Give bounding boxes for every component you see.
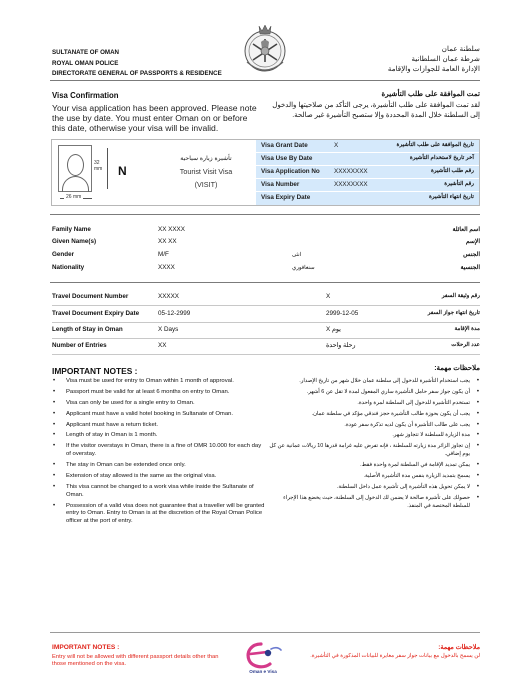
visa-field-grant-date <box>256 140 479 153</box>
note-text: This visa cannot be changed to a work visa while inside the Sultanate of Oman. <box>66 483 254 498</box>
header-line-3: DIRECTORATE GENERAL OF PASSPORTS & RESIDENCE <box>52 70 222 77</box>
visa-field-label-ar: رقم طلب التأشيرة <box>430 168 474 174</box>
personal-label-ar: الإسم <box>465 239 480 245</box>
header-ar-line-3: الإدارة العامة للجوازات والإقامة <box>387 63 480 73</box>
note-item-ar: • يجب استخدام التأشيرة للدخول إلى سلطنة عمان خلال شهر من تاريخ الإصدار. <box>299 378 479 384</box>
travel-row-length-of-stay <box>52 325 480 339</box>
visa-field-label: Visa Use By Date <box>261 155 313 162</box>
note-item: • Visa must be used for entry to Oman within 1 month of approval. <box>53 378 234 384</box>
personal-label: Nationality <box>52 264 85 271</box>
photo-head-outline-icon <box>67 154 84 176</box>
header-line-2: ROYAL OMAN POLICE <box>52 59 119 67</box>
visa-confirmation-message-ar: لقد تمت الموافقة على طلب التأشيرة، يرجى التأكد من صلاحيتها والدخول إلى السلطنة خلال المدة المحددة وإلا ستصبح التأشيرة غير صالحة. <box>272 102 480 119</box>
visa-field-use-by-date <box>256 153 479 166</box>
personal-label: Family Name <box>52 226 91 233</box>
note-item: • Length of stay in Oman is 1 month. <box>53 432 158 439</box>
note-text: Passport must be valid for at least 6 months on entry to Oman. <box>66 388 230 395</box>
visa-confirmation-title: Visa Confirmation <box>52 91 119 100</box>
visa-field-label-ar: تاريخ انتهاء التأشيرة <box>429 194 474 200</box>
note-text-ar: لا يمكن تحويل هذه التأشيرة إلى تأشيرة عمل داخل السلطنة. <box>336 483 470 490</box>
visa-type-name: Tourist Visit Visa <box>179 167 233 176</box>
header-ar-line-2: شرطة عمان السلطانية <box>411 53 480 63</box>
note-text-ar: مدة الزيارة للسلطنة لا تتجاوز شهر. <box>392 432 470 439</box>
notes-list-ar <box>265 378 480 513</box>
travel-value-secondary: X يوم <box>326 326 341 333</box>
note-item-ar: • إن تجاوز الزائر مدة زيارته للسلطنة ، فإنه تفرض عليه غرامة قدرها 10 ريالات عمانية عن كل يوم إضافي. <box>269 443 479 458</box>
personal-row-given-names <box>52 238 480 250</box>
note-text-ar: أن يكون جواز سفر حامل التأشيرة ساري المفعول لمدة لا تقل عن 6 أشهر. <box>306 388 470 395</box>
visa-field-label: Visa Application No <box>261 168 320 175</box>
visa-field-label: Visa Grant Date <box>261 142 308 149</box>
personal-value-ar: سنغافوري <box>292 265 315 271</box>
note-text-ar: حصولك على تأشيرة صالحة لا يضمن لك الدخول إلى السلطنة، حيث يخضع هذا الإجراء للسلطة المختصة في المنفذ. <box>283 494 470 509</box>
note-item: • Applicant must have a return ticket. <box>53 421 159 428</box>
note-item: • This visa cannot be changed to a work visa while inside the Sultanate of Oman. <box>53 483 254 498</box>
note-item-ar: • مدة الزيارة للسلطنة لا تتجاوز شهر. <box>392 432 479 439</box>
royal-oman-police-emblem-icon <box>239 22 291 76</box>
footer-divider <box>50 632 480 633</box>
visa-type-name-ar: تأشيرة زيارة سياحية <box>180 155 232 162</box>
note-item-ar: • يسمح بتمديد الزيارة بنفس مدة التأشيرة الأصلية. <box>363 472 479 479</box>
personal-label: Given Name(s) <box>52 238 97 245</box>
footer-notes-text-ar: لن يسمح بالدخول مع بيانات جواز سفر مغايرة للبيانات المذكورة في التأشيرة. <box>310 653 480 659</box>
oman-evisa-logo-text: Oman e Visa <box>249 669 277 674</box>
travel-value-secondary: رحلة واحدة <box>326 342 356 349</box>
footer-notes-text: Entry will not be allowed with different passport details other than those mentioned on the visa. <box>52 654 219 667</box>
travel-label: Travel Document Expiry Date <box>52 310 140 317</box>
note-item-ar: • يجب أن يكون بحوزة طالب التأشيرة حجز فندقي مؤكد في سلطنة عمان. <box>311 410 479 417</box>
note-text: Applicant must have a return ticket. <box>66 421 159 428</box>
travel-row-document-number <box>52 292 480 306</box>
note-item-ar: • يمكن تمديد الإقامة في السلطنة لمرة واحدة فقط. <box>360 462 479 469</box>
visa-field-application-no <box>256 166 479 179</box>
personal-row-family-name <box>52 226 480 238</box>
note-item: • Possession of a valid visa does not guarantee that a traveller will be granted entry to Oman. Entry to Oman is at the discretion of the Royal Oman Police officer at the port of entry. <box>53 502 265 525</box>
note-text-ar: يجب أن يكون بحوزة طالب التأشيرة حجز فندقي مؤكد في سلطنة عمان. <box>311 410 470 417</box>
travel-value-secondary: 2999-12-05 <box>326 310 359 317</box>
visa-confirmation-message: Your visa application has been approved. Please note the use by date. You must enter Oman on or before this date, otherwise your visa will be invalid. <box>52 103 257 134</box>
travel-label-ar: تاريخ انتهاء جواز السفر <box>427 310 480 316</box>
note-item: • Extension of stay allowed is the same as the original visa. <box>53 472 217 479</box>
visa-field-value: XXXXXXXX <box>334 181 368 188</box>
visa-field-label: Visa Number <box>261 181 300 188</box>
visa-field-label: Visa Expiry Date <box>261 194 311 201</box>
note-text-ar: يجب استخدام التأشيرة للدخول إلى سلطنة عمان خلال شهر من تاريخ الإصدار. <box>299 378 470 384</box>
note-text-ar: تستخدم التأشيرة للدخول إلى السلطنة لمرة واحدة. <box>357 399 470 406</box>
visa-type-letter: N <box>118 164 127 178</box>
visa-field-label-ar: رقم التأشيرة <box>444 181 474 187</box>
note-text-ar: يجب على طالب التأشيرة أن يكون لديه تذكرة سفر عودة. <box>344 421 470 428</box>
note-text: If the visitor overstays in Oman, there is a fine of OMR 10.000 for each day of overstay. <box>66 443 262 458</box>
note-text: Visa can only be used for a single entry to Oman. <box>66 399 195 406</box>
photo-shoulders-outline-icon <box>62 176 89 192</box>
travel-label-ar: عدد الرحلات <box>451 342 480 348</box>
personal-row-gender <box>52 251 480 263</box>
notes-list <box>52 378 266 529</box>
travel-label-ar: مدة الإقامة <box>454 326 480 332</box>
travel-row-number-of-entries <box>52 341 480 355</box>
personal-label-ar: اسم العائلة <box>452 227 480 233</box>
notes-title: IMPORTANT NOTES : <box>52 366 138 376</box>
footer-notes-title-ar: ملاحظات مهمة: <box>438 644 480 651</box>
personal-label-ar: الجنسية <box>460 265 480 271</box>
photo-width-label: 26 mm <box>66 194 82 200</box>
section-divider <box>50 214 480 215</box>
photo-height-label: 32 mm <box>94 160 103 172</box>
travel-label-ar: رقم وثيقة السفر <box>441 293 480 299</box>
travel-value: XXXXX <box>158 293 179 300</box>
note-text: Extension of stay allowed is the same as the original visa. <box>66 472 217 479</box>
visa-field-visa-number <box>256 179 479 192</box>
note-item: • Applicant must have a valid hotel booking in Sultanate of Oman. <box>53 410 234 417</box>
note-item-ar: • حصولك على تأشيرة صالحة لا يضمن لك الدخول إلى السلطنة، حيث يخضع هذا الإجراء للسلطة المختصة في المنفذ. <box>283 494 479 509</box>
note-text: Possession of a valid visa does not guarantee that a traveller will be granted entry to Oman. Entry to Oman is at the discretion of the Royal Oman Police officer at the port of entry. <box>66 502 265 525</box>
personal-value: XX XX <box>158 238 177 245</box>
visa-field-value: XXXXXXXX <box>334 168 368 175</box>
visa-field-label-ar: تاريخ الموافقة على طلب التأشيرة <box>396 142 474 148</box>
personal-value-ar: انثى <box>292 252 302 258</box>
visa-type-sub: (VISIT) <box>194 180 218 189</box>
travel-value-secondary: X <box>326 293 331 300</box>
section-divider <box>50 282 480 283</box>
header-arabic <box>388 44 480 73</box>
note-item: • If the visitor overstays in Oman, there is a fine of OMR 10.000 for each day of overstay. <box>53 443 262 458</box>
personal-value: XXXX <box>158 264 175 271</box>
note-text: Visa must be used for entry to Oman within 1 month of approval. <box>66 378 234 384</box>
note-text: Applicant must have a valid hotel booking in Sultanate of Oman. <box>66 410 234 417</box>
personal-label: Gender <box>52 251 75 258</box>
travel-label: Number of Entries <box>52 342 107 349</box>
travel-label: Travel Document Number <box>52 293 129 300</box>
travel-row-document-expiry <box>52 309 480 323</box>
footer-notes-title: IMPORTANT NOTES : <box>52 644 120 651</box>
note-item: • Passport must be valid for at least 6 months on entry to Oman. <box>53 388 230 395</box>
header-english <box>52 48 222 80</box>
notes-title-ar: ملاحظات مهمة: <box>434 365 480 372</box>
note-text-ar: يمكن تمديد الإقامة في السلطنة لمرة واحدة فقط. <box>360 462 470 469</box>
note-item-ar: • يجب على طالب التأشيرة أن يكون لديه تذكرة سفر عودة. <box>344 421 479 428</box>
travel-label: Length of Stay in Oman <box>52 326 123 333</box>
note-text: Length of stay in Oman is 1 month. <box>66 432 158 439</box>
note-text: The stay in Oman can be extended once only. <box>66 462 186 469</box>
personal-row-nationality <box>52 264 480 276</box>
personal-label-ar: الجنس <box>463 252 480 258</box>
visa-confirmation-title-ar: تمت الموافقة على طلب التأشيرة <box>381 89 480 98</box>
header-ar-line-1: سلطنة عمان <box>441 44 480 53</box>
header-line-1: SULTANATE OF OMAN <box>52 49 120 56</box>
photo-placeholder <box>58 145 92 192</box>
note-item: • The stay in Oman can be extended once only. <box>53 462 186 469</box>
visa-field-label-ar: آخر تاريخ لاستخدام التأشيرة <box>409 155 474 161</box>
note-item-ar: • لا يمكن تحويل هذه التأشيرة إلى تأشيرة عمل داخل السلطنة. <box>336 483 479 490</box>
visa-field-expiry-date <box>256 192 479 205</box>
personal-value: M/F <box>158 251 169 258</box>
note-text-ar: يسمح بتمديد الزيارة بنفس مدة التأشيرة الأصلية. <box>363 472 470 479</box>
note-item-ar: • أن يكون جواز سفر حامل التأشيرة ساري المفعول لمدة لا تقل عن 6 أشهر. <box>306 388 479 395</box>
note-item-ar: • تستخدم التأشيرة للدخول إلى السلطنة لمرة واحدة. <box>357 399 479 406</box>
personal-value: XX XXXX <box>158 226 185 233</box>
note-item: • Visa can only be used for a single entry to Oman. <box>53 399 195 406</box>
travel-value: X Days <box>158 326 179 333</box>
travel-value: XX <box>158 342 167 349</box>
visa-field-value: X <box>334 142 339 149</box>
note-text-ar: إن تجاوز الزائر مدة زيارته للسلطنة ، فإنه تفرض عليه غرامة قدرها 10 ريالات عمانية عن كل يوم إضافي. <box>269 443 470 458</box>
travel-value: 05-12-2999 <box>158 310 191 317</box>
header-divider <box>50 80 480 81</box>
